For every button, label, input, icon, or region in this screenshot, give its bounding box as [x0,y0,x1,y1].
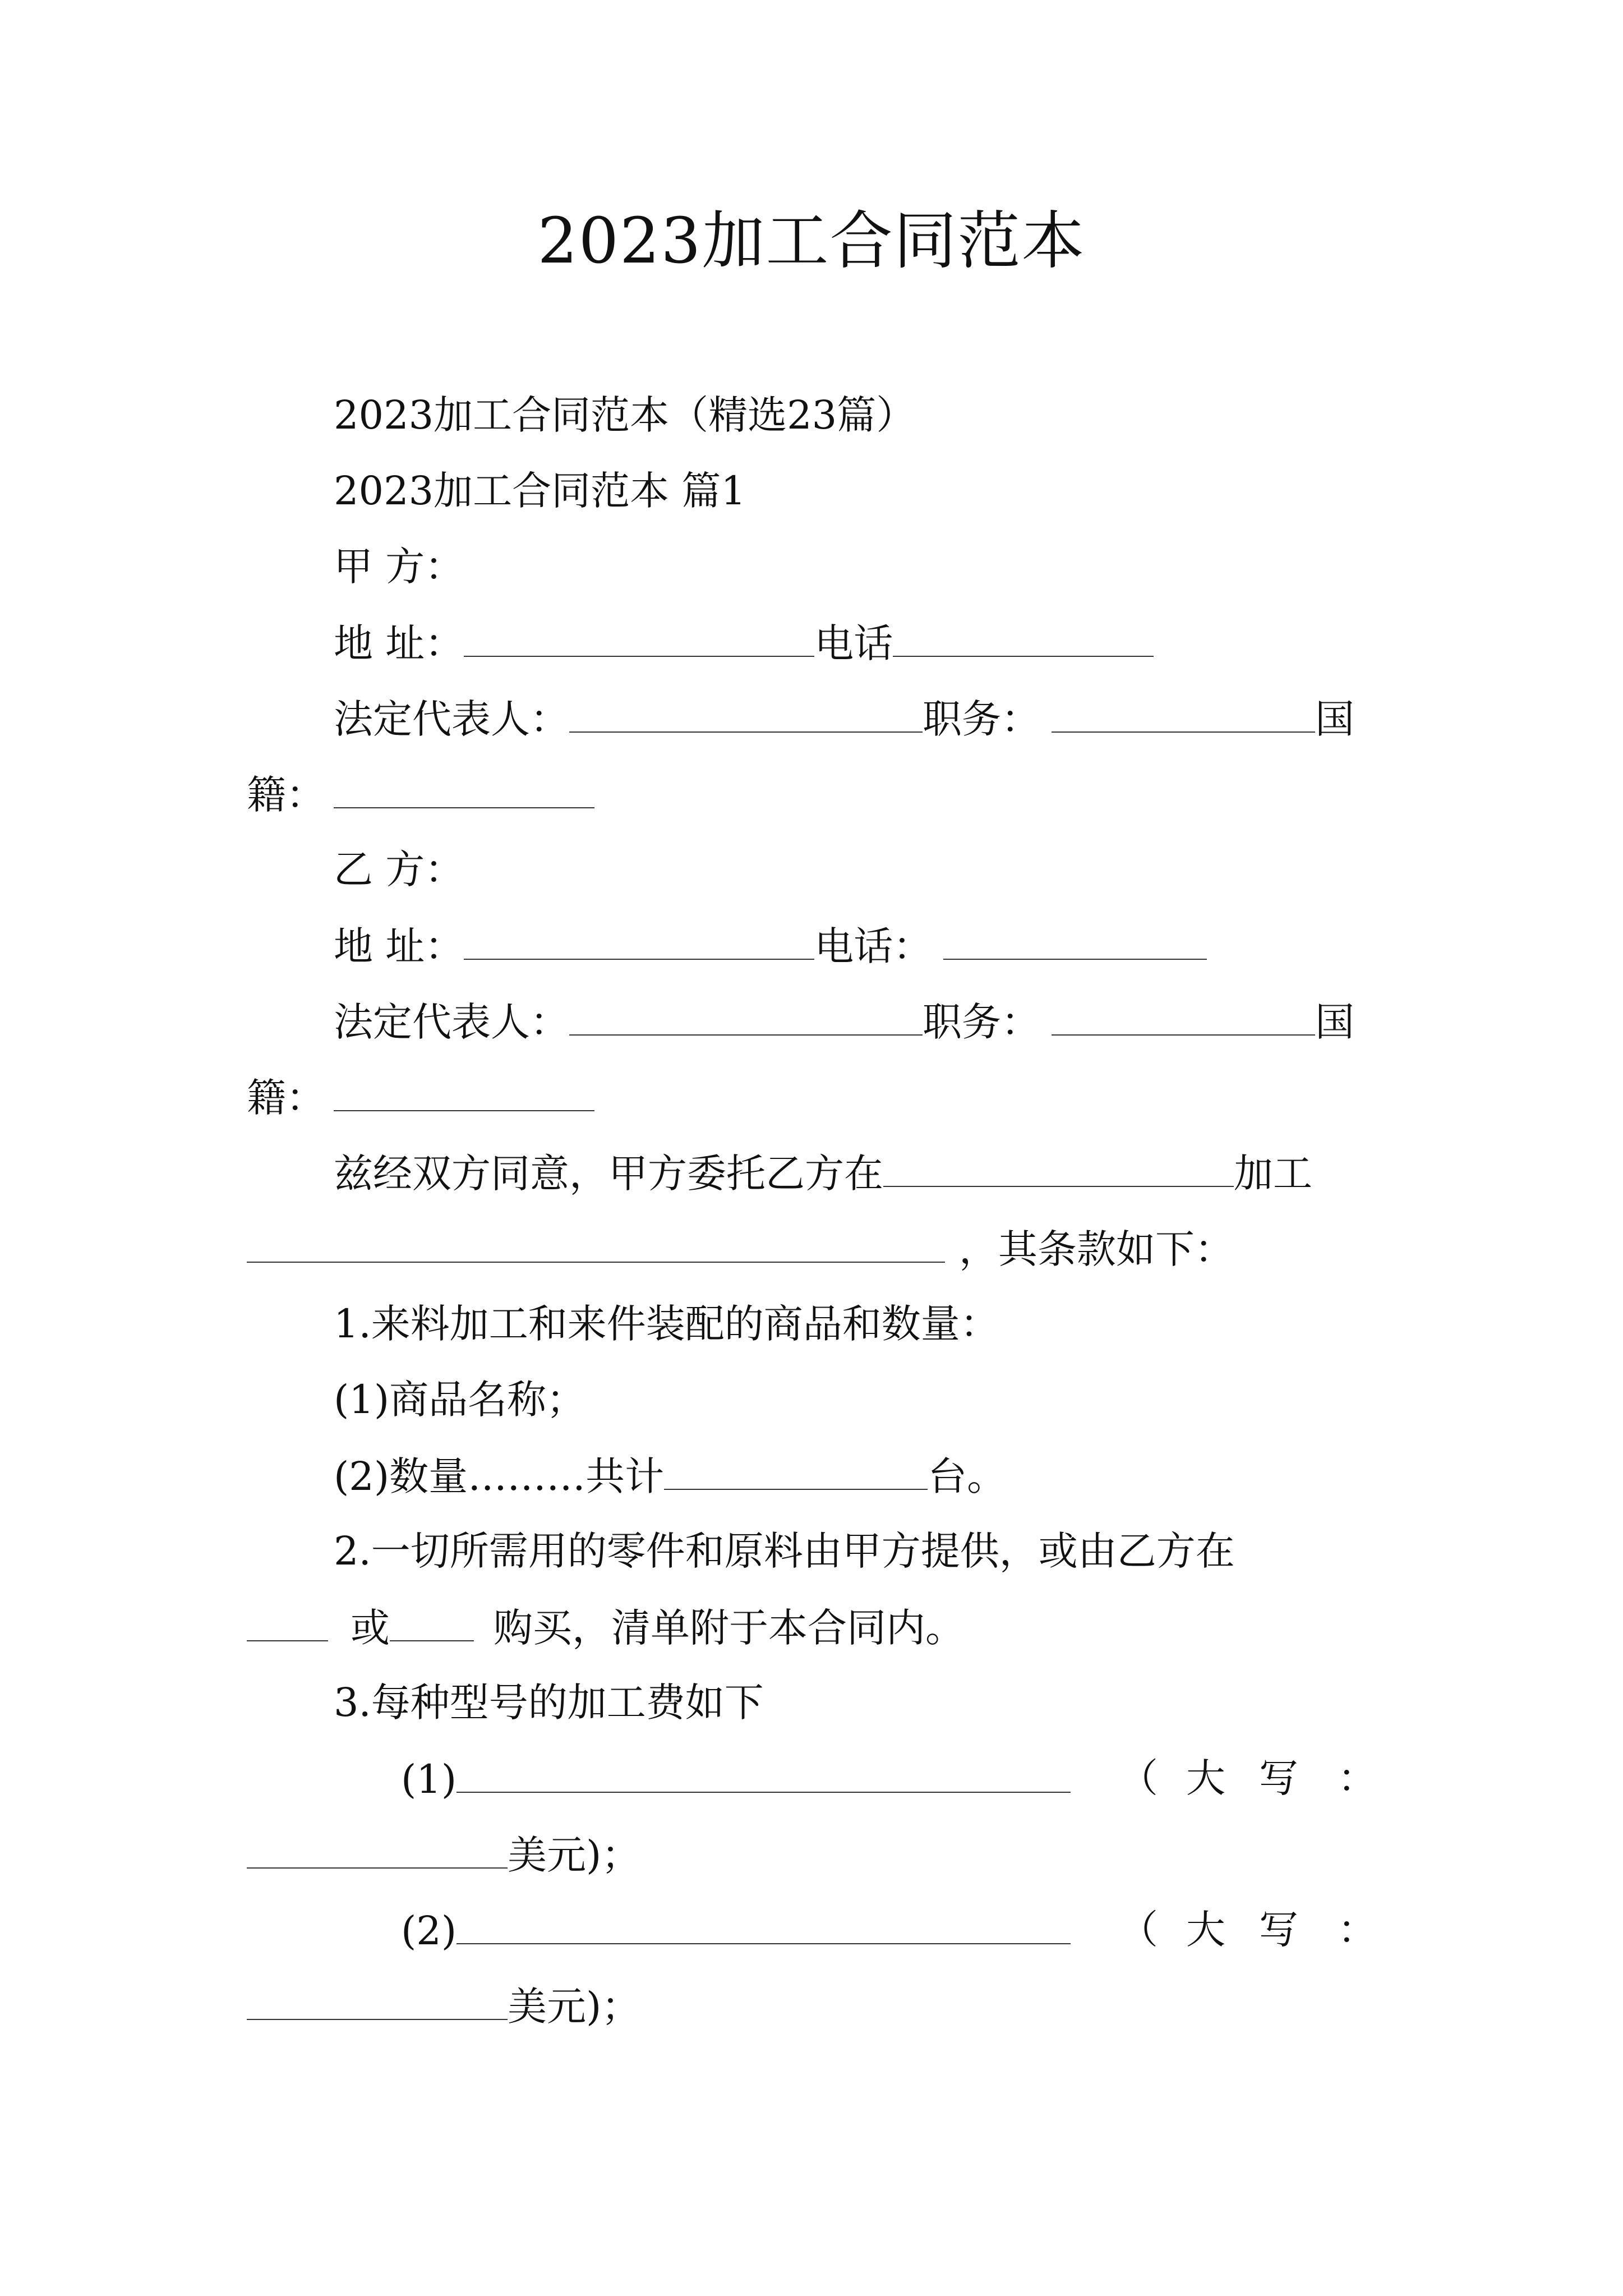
fee-usd-line-2 [247,1977,640,2035]
unit-label: 台。 [928,1453,1007,1499]
clause-2-line-1: 2.一切所需用的零件和原料由甲方提供，或由乙方在 [334,1528,1235,1574]
nationality-label-start: 国 [1315,696,1354,742]
address-blank [464,917,814,960]
address-label: 地 址： [334,923,464,969]
paren: （ [1119,1755,1158,1801]
document-title: 2023加工合同范本 [537,205,1086,278]
fee-blank [457,1750,1071,1793]
rep-blank [569,993,923,1036]
party-b-nationality-line [247,1069,594,1126]
fee-row-1 [401,1750,1071,1807]
big-char: 大 [1186,1755,1225,1801]
usd-label: 美元)； [508,1832,641,1878]
agreement-process: 加工 [1234,1151,1312,1197]
party-b-rep-line [334,993,1354,1050]
post-label: 职务： [923,696,1040,742]
fee-capital-label-1 [1119,1750,1377,1806]
rep-label: 法定代表人： [334,999,569,1045]
phone-blank [943,917,1207,960]
nationality-label-end: 籍： [247,772,325,818]
usd-label: 美元)； [508,1984,641,2030]
party-a-address-line [334,614,1154,671]
colon: ： [1338,1755,1377,1801]
fee-index: (2) [401,1908,457,1954]
part-heading: 2023加工合同范本 篇1 [334,468,746,514]
nationality-label-end: 籍： [247,1075,325,1121]
nationality-blank [334,766,594,808]
fee-blank [457,1902,1071,1944]
agreement-text: 兹经双方同意，甲方委托乙方在 [334,1151,883,1197]
rep-label: 法定代表人： [334,696,569,742]
fee-capital-label-2 [1119,1902,1377,1958]
party-a-label: 甲 方： [334,544,464,590]
party-a-rep-line [334,690,1354,747]
usd-blank [247,1977,508,2020]
place-blank-1 [247,1599,328,1641]
nationality-label-start: 国 [1315,999,1354,1045]
big-char: 大 [1186,1907,1225,1953]
usd-blank [247,1826,508,1869]
write-char: 写 [1259,1907,1298,1953]
phone-label: 电话： [814,923,933,969]
fee-usd-line-1 [247,1826,640,1883]
agreement-terms: ，其条款如下： [959,1226,1234,1272]
fee-index: (1) [401,1756,457,1802]
address-label: 地 址： [334,620,464,666]
agreement-line-1 [334,1144,1312,1202]
clause-3-heading: 3.每种型号的加工费如下 [334,1680,764,1726]
write-char: 写 [1259,1755,1298,1801]
quantity-blank [664,1447,928,1490]
party-a-nationality-line [247,766,594,823]
nationality-blank [334,1069,594,1111]
place-blank-2 [390,1599,474,1641]
clause-1-heading: 1.来料加工和来件装配的商品和数量： [334,1301,999,1347]
address-blank [464,614,814,657]
agreement-line-2 [247,1220,1234,1277]
purchase-text: 购买，清单附于本合同内。 [494,1605,965,1651]
or-label: 或 [351,1605,390,1651]
clause-2-line-2 [247,1599,965,1656]
phone-blank [893,614,1154,657]
rep-blank [569,690,923,733]
product-blank [247,1220,945,1263]
paren: （ [1119,1907,1158,1953]
fee-row-2 [401,1902,1071,1959]
clause-1-item-1: (1)商品名称； [334,1377,586,1423]
subtitle: 2023加工合同范本（精选23篇） [334,392,916,438]
party-b-label: 乙 方： [334,846,464,892]
post-blank [1052,690,1315,733]
phone-label: 电话 [814,620,893,666]
colon: ： [1338,1907,1377,1953]
post-blank [1052,993,1315,1036]
party-b-address-line [334,917,1207,974]
quantity-label: (2)数量………共计 [334,1453,665,1499]
location-blank [883,1144,1234,1187]
clause-1-item-2 [334,1447,1006,1504]
post-label: 职务： [923,999,1040,1045]
